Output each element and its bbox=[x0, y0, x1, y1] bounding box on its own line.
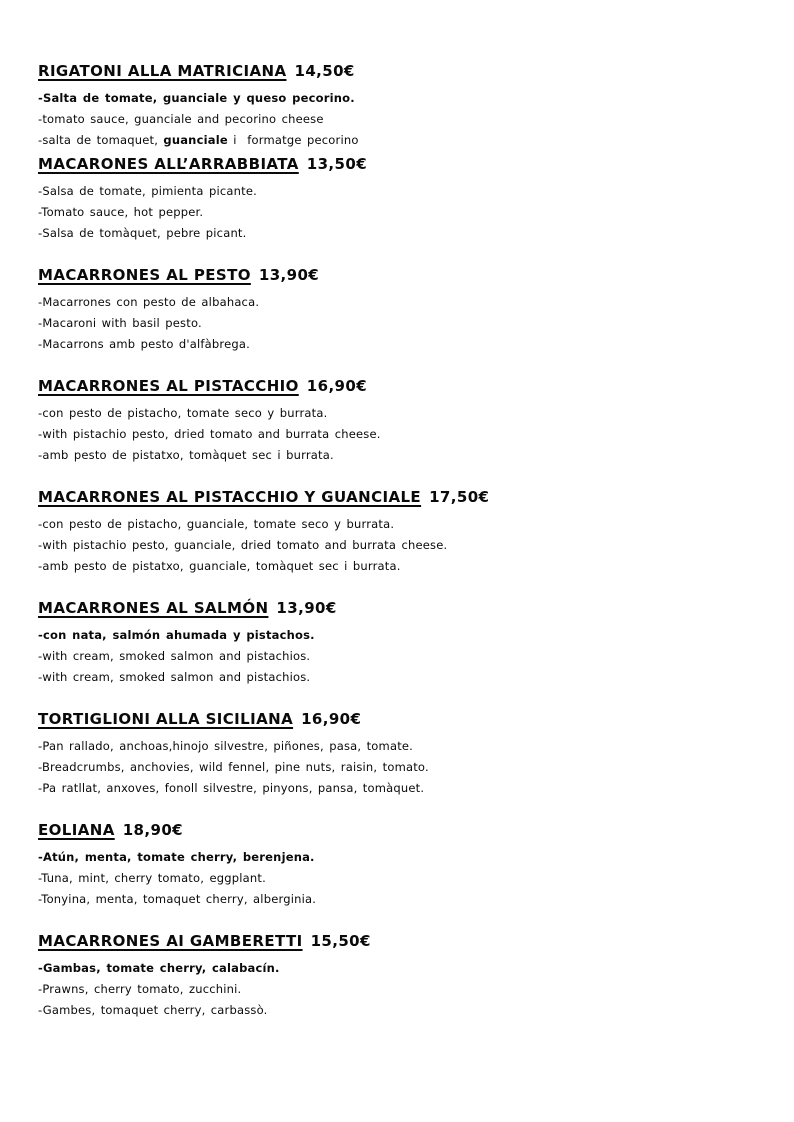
menu-item-desc-ca: -Pa ratllat, anxoves, fonoll silvestre, pinyons, pansa, tomàquet. bbox=[38, 781, 425, 795]
menu-item-heading bbox=[38, 378, 754, 394]
menu-item-price: 15,50€ bbox=[310, 932, 371, 950]
menu-item-desc-es: -con nata, salmón ahumada y pistachos. bbox=[38, 628, 315, 642]
menu-item-title: MACARRONES AL SALMÓN bbox=[38, 599, 269, 617]
menu-item-heading bbox=[38, 711, 754, 727]
menu-item-desc-ca: -Tonyina, menta, tomaquet cherry, alberginia. bbox=[38, 892, 317, 906]
menu-item-desc-en: -tomato sauce, guanciale and pecorino cheese bbox=[38, 112, 324, 126]
menu-item-desc-es: -con pesto de pistacho, guanciale, tomate seco y burrata. bbox=[38, 517, 395, 531]
menu-item-pistacchio bbox=[38, 378, 754, 466]
desc-segment: -salta de tomaquet, bbox=[38, 133, 164, 147]
menu-item-pistacchio-guanciale bbox=[38, 489, 754, 577]
menu-item-gamberetti bbox=[38, 933, 754, 1021]
menu-item-desc-ca: -amb pesto de pistatxo, guanciale, tomàquet sec i burrata. bbox=[38, 559, 401, 573]
menu-item-siciliana bbox=[38, 711, 754, 799]
menu-item-desc-en: -Tuna, mint, cherry tomato, eggplant. bbox=[38, 871, 266, 885]
menu-item-title: MACARRONES AI GAMBERETTI bbox=[38, 932, 303, 950]
menu-item-desc-ca: -Gambes, tomaquet cherry, carbassò. bbox=[38, 1003, 268, 1017]
menu-item-title: MACARRONES AL PESTO bbox=[38, 266, 251, 284]
desc-segment-bold: guanciale bbox=[163, 133, 228, 147]
menu-item-desc-ca bbox=[38, 130, 754, 151]
menu-item-desc-ca: -Salsa de tomàquet, pebre picant. bbox=[38, 226, 247, 240]
menu-item-title: MACARONES ALL’ARRABBIATA bbox=[38, 155, 299, 173]
desc-segment: i formatge pecorino bbox=[227, 133, 359, 147]
menu-item-desc-en: -with cream, smoked salmon and pistachios. bbox=[38, 649, 311, 663]
menu-item-desc-es: -Pan rallado, anchoas,hinojo silvestre, piñones, pasa, tomate. bbox=[38, 739, 414, 753]
menu-item-heading bbox=[38, 267, 754, 283]
menu-item-title: EOLIANA bbox=[38, 821, 115, 839]
menu-item-desc-es: -Salta de tomate, guanciale y queso pecorino. bbox=[38, 91, 355, 105]
menu-item-desc-es: -Gambas, tomate cherry, calabacín. bbox=[38, 961, 280, 975]
menu-item-price: 16,90€ bbox=[306, 377, 368, 395]
menu-item-heading bbox=[38, 489, 754, 505]
menu-item-price: 14,50€ bbox=[294, 62, 355, 80]
menu-item-heading bbox=[38, 933, 754, 949]
menu-item-desc-en: -with pistachio pesto, guanciale, dried tomato and burrata cheese. bbox=[38, 538, 448, 552]
menu-item-desc-en: -Tomato sauce, hot pepper. bbox=[38, 205, 204, 219]
menu-item-heading bbox=[38, 600, 754, 616]
menu-item-price: 18,90€ bbox=[122, 821, 184, 839]
menu-item-title: MACARRONES AL PISTACCHIO bbox=[38, 377, 299, 395]
menu-item-price: 13,90€ bbox=[276, 599, 337, 617]
menu-item-heading bbox=[38, 63, 754, 79]
menu-item-desc-ca: -with cream, smoked salmon and pistachios. bbox=[38, 670, 311, 684]
menu-item-price: 16,90€ bbox=[301, 710, 362, 728]
menu-item-desc-en: -Breadcrumbs, anchovies, wild fennel, pine nuts, raisin, tomato. bbox=[38, 760, 429, 774]
menu-item-desc-es: -Atún, menta, tomate cherry, berenjena. bbox=[38, 850, 315, 864]
menu-item-eoliana bbox=[38, 822, 754, 910]
menu-item-price: 17,50€ bbox=[429, 488, 490, 506]
menu-item-salmon bbox=[38, 600, 754, 688]
menu-item-heading bbox=[38, 156, 754, 172]
menu-item-heading bbox=[38, 822, 754, 838]
menu-item-title: RIGATONI ALLA MATRICIANA bbox=[38, 62, 287, 80]
menu-item-desc-es: -Macarrones con pesto de albahaca. bbox=[38, 295, 260, 309]
menu-item-title: TORTIGLIONI ALLA SICILIANA bbox=[38, 710, 294, 728]
menu-item-arrabbiata bbox=[38, 156, 754, 244]
menu-item-desc-es: -Salsa de tomate, pimienta picante. bbox=[38, 184, 257, 198]
menu-item-pesto bbox=[38, 267, 754, 355]
menu-item-desc-en: -Macaroni with basil pesto. bbox=[38, 316, 202, 330]
menu-item-desc-ca: -amb pesto de pistatxo, tomàquet sec i burrata. bbox=[38, 448, 334, 462]
menu-item-desc-en: -with pistachio pesto, dried tomato and burrata cheese. bbox=[38, 427, 381, 441]
menu-item-price: 13,50€ bbox=[306, 155, 368, 173]
menu-item-matriciana bbox=[38, 63, 754, 151]
menu-item-title: MACARRONES AL PISTACCHIO Y GUANCIALE bbox=[38, 488, 422, 506]
menu-item-desc-en: -Prawns, cherry tomato, zucchini. bbox=[38, 982, 242, 996]
menu-item-desc-es: -con pesto de pistacho, tomate seco y burrata. bbox=[38, 406, 328, 420]
menu-item-price: 13,90€ bbox=[258, 266, 320, 284]
menu-item-desc-ca: -Macarrons amb pesto d'alfàbrega. bbox=[38, 337, 250, 351]
